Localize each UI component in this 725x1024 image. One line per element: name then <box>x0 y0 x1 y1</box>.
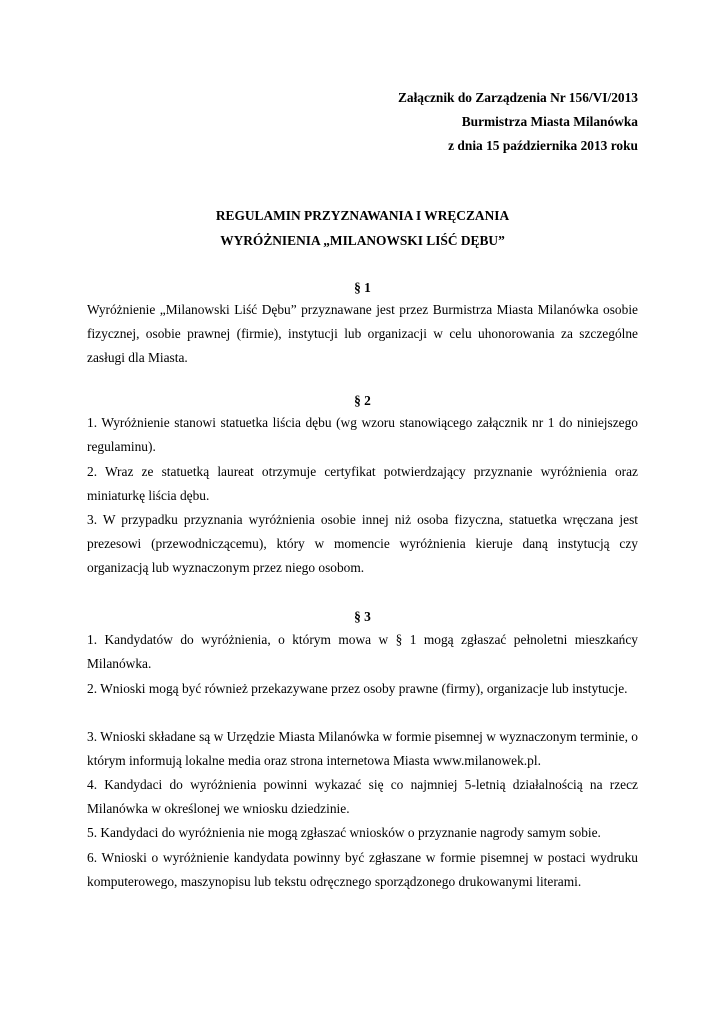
section-2-paragraph-3: 3. W przypadku przyznania wyróżnienia osobie innej niż osoba fizyczna, statuetka wręczana jest prezesowi (przewodniczącemu), który w momencie wyróżnienia kieruje daną instytucją czy organizacją lub wyznaczonym przez niego osobom. <box>87 512 638 576</box>
section-2-heading: § 2 <box>354 393 371 408</box>
section-2-paragraph-1: 1. Wyróżnienie stanowi statuetka liścia dębu (wg wzoru stanowiącego załącznik nr 1 do niniejszego regulaminu). <box>87 415 638 455</box>
attachment-header <box>398 86 638 158</box>
section-3-paragraph-5: 5. Kandydaci do wyróżnienia nie mogą zgłaszać wniosków o przyznanie nagrody samym sobie. <box>87 825 601 840</box>
section-3-paragraph-6: 6. Wnioski o wyróżnienie kandydata powinny być zgłaszane w formie pisemnej w postaci wydruku komputerowego, maszynopisu lub tekstu odręcznego sporządzonego drukowanymi literami. <box>87 850 638 890</box>
section-1-heading: § 1 <box>354 280 371 295</box>
section-3-paragraph-4: 4. Kandydaci do wyróżnienia powinni wykazać się co najmniej 5-letnią działalnością na rzecz Milanówka w określonej we wniosku dziedzinie. <box>87 777 638 817</box>
header-line-3: z dnia 15 października 2013 roku <box>448 138 638 153</box>
section-1-paragraph-1: Wyróżnienie „Milanowski Liść Dębu” przyznawane jest przez Burmistrza Miasta Milanówka osobie fizycznej, osobie prawnej (firmie), instytucji lub organizacji w celu uhonorowania za szczególne zasługi dla Miasta. <box>87 302 638 366</box>
header-line-1: Załącznik do Zarządzenia Nr 156/VI/2013 <box>397 90 638 105</box>
document-title <box>0 203 725 253</box>
header-line-2: Burmistrza Miasta Milanówka <box>461 114 638 129</box>
section-3-paragraph-1: 1. Kandydatów do wyróżnienia, o którym mowa w § 1 mogą zgłaszać pełnoletni mieszkańcy Milanówka. <box>87 632 638 672</box>
title-line-1: REGULAMIN PRZYZNAWANIA I WRĘCZANIA <box>215 208 510 223</box>
section-2-paragraph-2: 2. Wraz ze statuetką laureat otrzymuje certyfikat potwierdzający przyznanie wyróżnienia oraz miniaturkę liścia dębu. <box>87 464 638 504</box>
title-line-2: WYRÓŻNIENIA „MILANOWSKI LIŚĆ DĘBU” <box>220 233 505 248</box>
section-3-paragraph-3: 3. Wnioski składane są w Urzędzie Miasta Milanówka w formie pisemnej w wyznaczonym terminie, o którym informują lokalne media oraz strona internetowa Miasta www.milanowek.pl. <box>87 729 638 769</box>
section-3-heading: § 3 <box>354 609 371 624</box>
section-3-paragraph-2: 2. Wnioski mogą być również przekazywane przez osoby prawne (firmy), organizacje lub instytucje. <box>87 681 628 696</box>
